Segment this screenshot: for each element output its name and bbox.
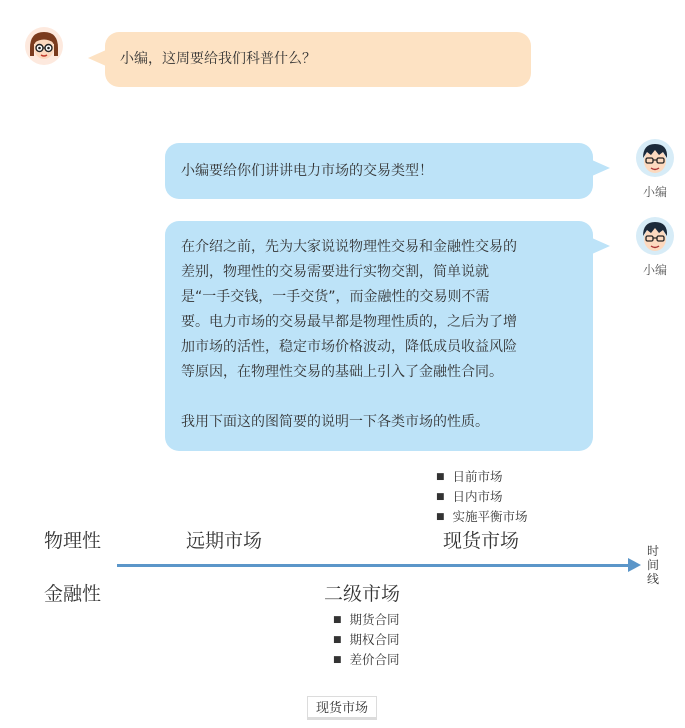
answer-bubble-1-tail xyxy=(592,160,610,176)
question-bubble-tail xyxy=(88,50,106,66)
answer-bubble-2-tail xyxy=(592,238,610,254)
spot-market-label: 现货市场 xyxy=(443,530,520,552)
list-item: ■ 期权合同 xyxy=(333,631,400,651)
question-bubble xyxy=(105,32,531,87)
forward-market-label: 远期市场 xyxy=(186,530,263,552)
timeline-label: 时间线 xyxy=(646,544,659,586)
answer-line: 我用下面这的图简要的说明一下各类市场的性质。 xyxy=(181,414,489,430)
answer-line: 是“一手交钱，一手交货”，而金融性的交易则不需 xyxy=(181,289,490,305)
list-item: ■ 日前市场 xyxy=(436,468,528,488)
boy-avatar-icon xyxy=(635,138,675,178)
answer-line xyxy=(181,385,593,410)
author-name-2: 小编 xyxy=(642,263,667,277)
answer-text-2 xyxy=(165,221,593,435)
answer-bubble-1 xyxy=(165,143,593,199)
timeline-axis xyxy=(117,564,632,567)
secondary-market-list xyxy=(333,611,400,671)
boy-avatar-icon xyxy=(635,216,675,256)
caption-tag: 现货市场 xyxy=(307,696,377,720)
answer-line: 等原因，在物理性交易的基础上引入了金融性合同。 xyxy=(181,364,503,380)
answer-line: 差别，物理性的交易需要进行实物交割，简单说就 xyxy=(181,264,489,280)
list-item: ■ 日内市场 xyxy=(436,488,528,508)
list-item: ■ 实施平衡市场 xyxy=(436,508,528,528)
question-text: 小编，这周要给我们科普什么？ xyxy=(120,51,316,67)
spot-market-list xyxy=(436,468,528,528)
list-item: ■ 期货合同 xyxy=(333,611,400,631)
list-item: ■ 差价合同 xyxy=(333,651,400,671)
physical-label: 物理性 xyxy=(44,530,102,552)
secondary-market-label: 二级市场 xyxy=(324,583,401,605)
answer-text-1: 小编要给你们讲讲电力市场的交易类型！ xyxy=(181,163,433,179)
financial-label: 金融性 xyxy=(44,583,102,605)
girl-avatar-icon xyxy=(24,26,64,66)
timeline-arrow-icon xyxy=(628,558,641,572)
answer-line: 在介绍之前，先为大家说说物理性交易和金融性交易的 xyxy=(181,239,517,255)
answer-line: 要。电力市场的交易最早都是物理性质的，之后为了增 xyxy=(181,314,517,330)
answer-bubble-2 xyxy=(165,221,593,451)
answer-line: 加市场的活性，稳定市场价格波动，降低成员收益风险 xyxy=(181,339,517,355)
author-name-1: 小编 xyxy=(642,185,667,199)
